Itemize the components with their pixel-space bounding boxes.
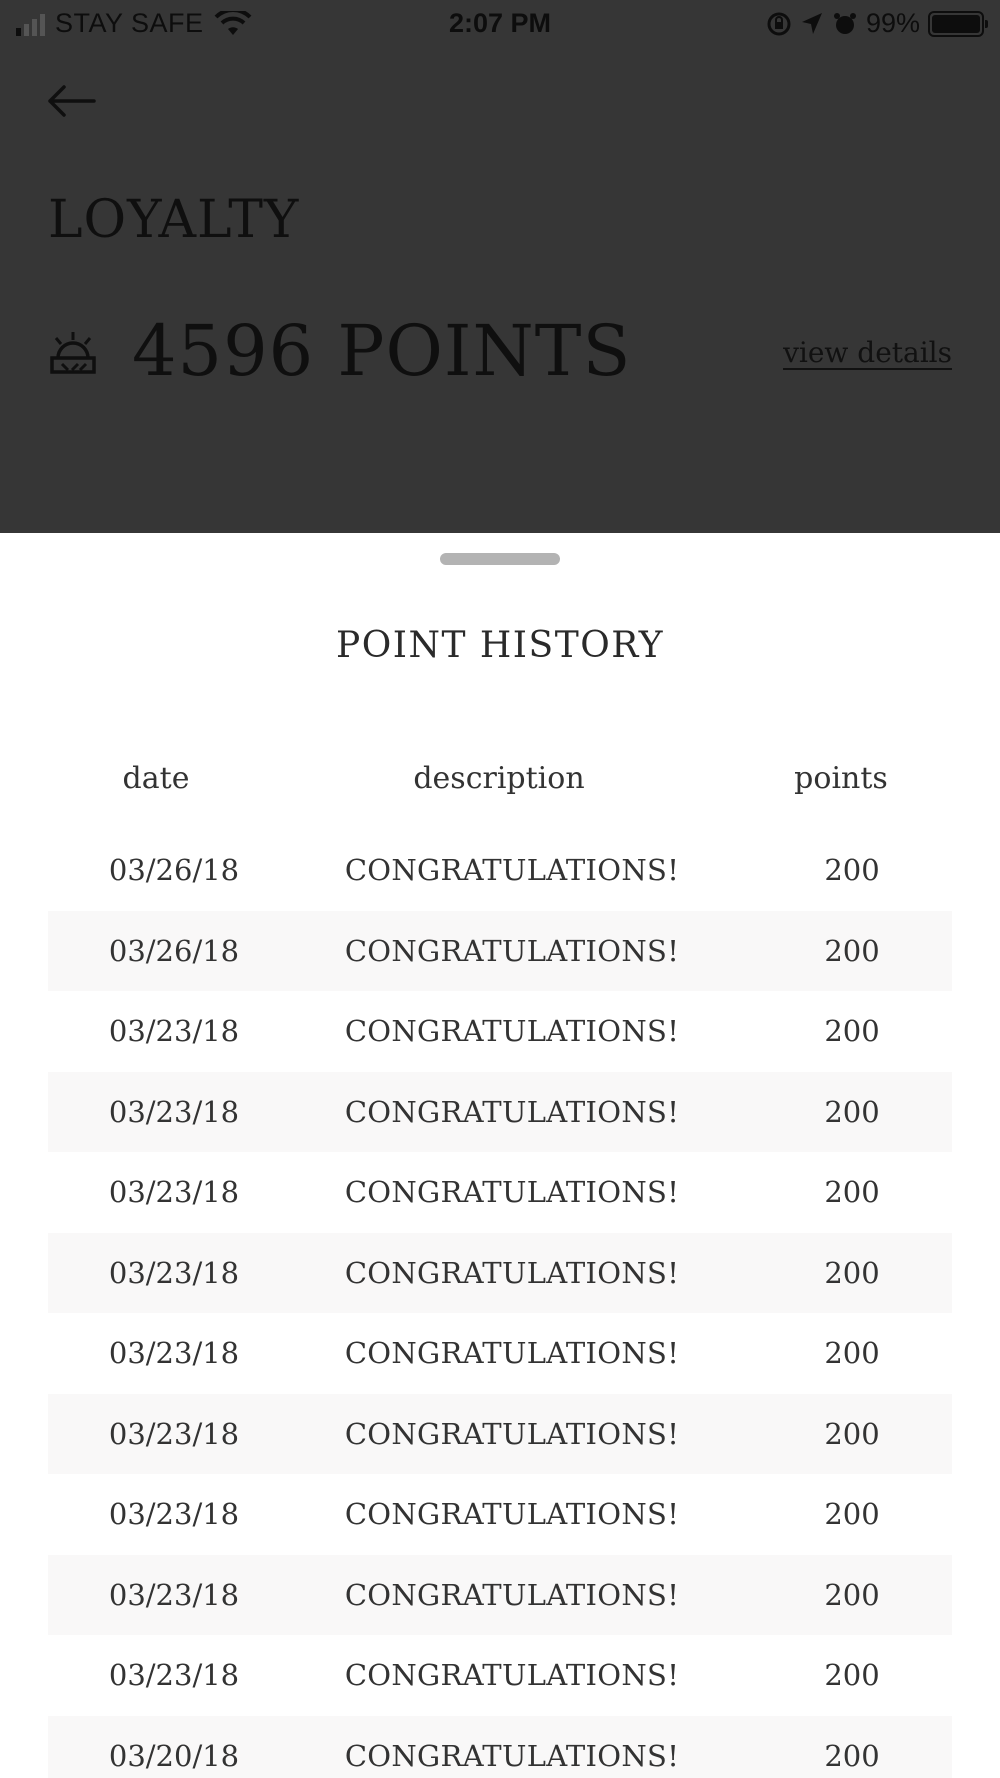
point-history-sheet[interactable] <box>0 533 1000 1778</box>
cell-points: 200 <box>824 1255 880 1290</box>
status-time: 2:07 PM <box>448 8 552 38</box>
cell-description: CONGRATULATIONS! <box>344 1255 680 1290</box>
cell-description: CONGRATULATIONS! <box>344 1577 680 1612</box>
table-row <box>48 830 952 911</box>
cell-description: CONGRATULATIONS! <box>344 1416 680 1451</box>
alarm-icon <box>832 11 858 37</box>
carrier-name: STAY SAFE <box>55 8 204 38</box>
cell-points: 200 <box>824 1336 880 1370</box>
cell-date: 03/23/18 <box>108 1497 240 1531</box>
cell-points: 200 <box>824 1658 880 1692</box>
cell-points: 200 <box>824 1014 880 1048</box>
points-summary <box>48 310 952 390</box>
battery-percent: 99% <box>865 8 920 38</box>
table-row <box>48 1394 952 1475</box>
table-row <box>48 1716 952 1778</box>
column-header-points: points <box>794 761 888 796</box>
cell-description: CONGRATULATIONS! <box>344 1014 680 1048</box>
table-row <box>48 1474 952 1555</box>
cell-description: CONGRATULATIONS! <box>344 1738 680 1773</box>
cell-description: CONGRATULATIONS! <box>344 1094 680 1129</box>
points-balance: 4596 POINTS <box>132 310 632 392</box>
cell-points: 200 <box>824 1738 880 1773</box>
view-details-link[interactable]: view details <box>783 336 952 369</box>
cell-date: 03/23/18 <box>108 1416 240 1451</box>
cell-date: 03/26/18 <box>108 933 240 968</box>
rotation-lock-icon <box>766 11 792 37</box>
table-row <box>48 1313 952 1394</box>
cell-points: 200 <box>824 853 880 887</box>
cell-description: CONGRATULATIONS! <box>344 1336 680 1370</box>
battery-icon <box>928 11 984 37</box>
cell-date: 03/23/18 <box>108 1014 240 1048</box>
table-row <box>48 1233 952 1314</box>
table-row <box>48 911 952 992</box>
cell-points: 200 <box>824 933 880 968</box>
cell-date: 03/26/18 <box>108 853 240 887</box>
location-icon <box>800 11 824 37</box>
cell-date: 03/23/18 <box>108 1175 240 1209</box>
ticket-icon <box>48 328 98 374</box>
cell-date: 03/20/18 <box>108 1738 240 1773</box>
point-history-table <box>48 753 952 1773</box>
loyalty-screen-backdrop[interactable] <box>0 0 1000 533</box>
column-header-description: description <box>413 761 585 796</box>
table-header <box>48 753 952 813</box>
cell-date: 03/23/18 <box>108 1577 240 1612</box>
column-header-date: date <box>122 761 190 796</box>
table-row <box>48 1072 952 1153</box>
cell-points: 200 <box>824 1094 880 1129</box>
cell-date: 03/23/18 <box>108 1094 240 1129</box>
back-arrow-icon[interactable] <box>44 78 98 124</box>
table-row <box>48 991 952 1072</box>
cell-date: 03/23/18 <box>108 1255 240 1290</box>
table-row <box>48 1152 952 1233</box>
status-right <box>766 8 984 39</box>
cell-description: CONGRATULATIONS! <box>344 1175 680 1209</box>
cell-points: 200 <box>824 1416 880 1451</box>
cell-date: 03/23/18 <box>108 1336 240 1370</box>
table-row <box>48 1555 952 1636</box>
cell-description: CONGRATULATIONS! <box>344 1658 680 1692</box>
sheet-grab-handle[interactable] <box>440 553 560 565</box>
status-bar <box>0 0 1000 50</box>
cell-description: CONGRATULATIONS! <box>344 853 680 887</box>
cell-description: CONGRATULATIONS! <box>344 1497 680 1531</box>
cell-description: CONGRATULATIONS! <box>344 933 680 968</box>
cell-date: 03/23/18 <box>108 1658 240 1692</box>
cell-points: 200 <box>824 1497 880 1531</box>
sheet-title: POINT HISTORY <box>336 625 664 666</box>
cell-points: 200 <box>824 1577 880 1612</box>
cell-points: 200 <box>824 1175 880 1209</box>
table-body <box>48 830 952 1778</box>
page-title: LOYALTY <box>48 190 300 250</box>
table-row <box>48 1635 952 1716</box>
